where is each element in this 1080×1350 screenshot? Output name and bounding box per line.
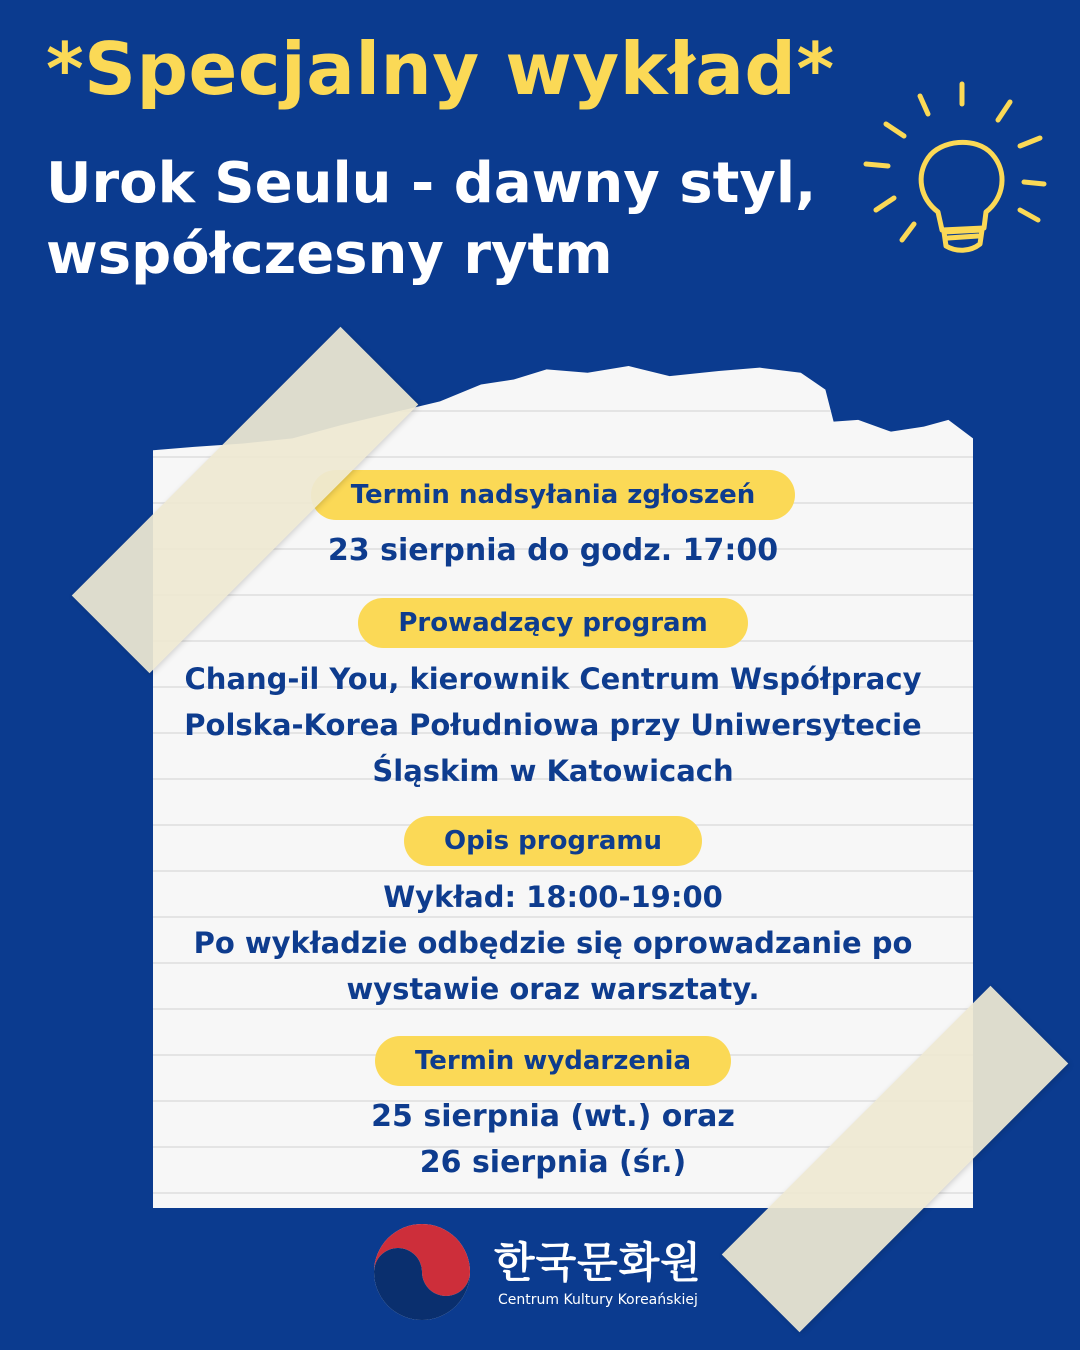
host-section (153, 598, 953, 794)
host-line-3: Śląskim w Katowicach (372, 754, 734, 788)
deadline-value: 23 sierpnia do godz. 17:00 (327, 533, 779, 568)
subtitle-line-2: współczesny rytm (46, 222, 613, 288)
subtitle-line-1: Urok Seulu - dawny styl, (46, 151, 817, 216)
korean-cultural-centre-logo (372, 1222, 732, 1322)
lightbulb-icon (858, 80, 1058, 270)
description-section (153, 816, 953, 1012)
event-date-line-2: 26 sierpnia (śr.) (419, 1145, 687, 1180)
logo-korean-text: 한국문화원 (494, 1238, 702, 1287)
description-label: Opis programu (404, 816, 702, 866)
event-date-label: Termin wydarzenia (375, 1036, 731, 1086)
event-title: *Specjalny wykład* (46, 27, 835, 111)
description-line-1: Wykład: 18:00-19:00 (383, 880, 723, 914)
event-subtitle (46, 148, 846, 290)
description-line-2: Po wykładzie odbędzie się oprowadzanie po (193, 926, 913, 960)
host-line-2: Polska-Korea Południowa przy Uniwersytecie (184, 708, 922, 742)
logo-subtitle: Centrum Kultury Koreańskiej (498, 1292, 698, 1308)
event-date-line-1: 25 sierpnia (wt.) oraz (371, 1099, 735, 1134)
host-label: Prowadzący program (358, 598, 747, 648)
taegeuk-logo-icon (372, 1222, 472, 1322)
host-line-1: Chang-il You, kierownik Centrum Współpracy (184, 662, 922, 696)
deadline-label: Termin nadsyłania zgłoszeń (311, 470, 796, 520)
description-line-3: wystawie oraz warsztaty. (346, 972, 760, 1006)
